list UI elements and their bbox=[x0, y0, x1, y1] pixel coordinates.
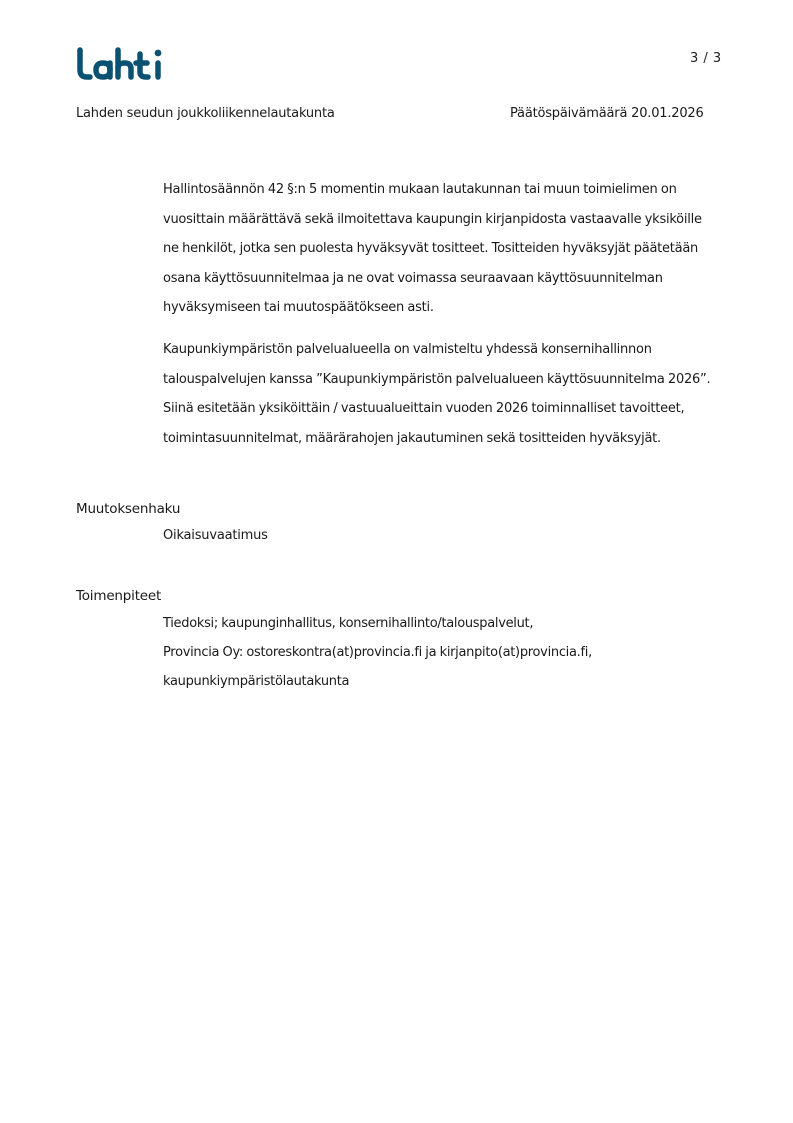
organization-name: Lahden seudun joukkoliikennelautakunta bbox=[76, 106, 335, 121]
body-paragraph: Kaupunkiympäristön palvelualueella on valmisteltu yhdessä konsernihallinnon talouspalvelujen kanssa ”Kaupunkiympäristön palvelualueen käyttösuunnitelma 2026”. Siinä esitetään yksiköittäin / vastuualueittain vuoden 2026 toiminnalliset tavoitteet, toimintasuunnitelmat, määrärahojen jakautuminen sekä tositteiden hyväksyjät. bbox=[163, 342, 711, 446]
appeal-value: Oikaisuvaatimus bbox=[163, 528, 268, 543]
actions-line: Provincia Oy: ostoreskontra(at)provincia.fi ja kirjanpito(at)provincia.fi, bbox=[163, 645, 592, 660]
lahti-logo bbox=[76, 46, 168, 82]
actions-line: kaupunkiympäristölautakunta bbox=[163, 674, 350, 689]
actions-heading: Toimenpiteet bbox=[76, 588, 162, 604]
decision-date: Päätöspäivämäärä 20.01.2026 bbox=[510, 106, 704, 121]
appeal-heading: Muutoksenhaku bbox=[76, 501, 181, 517]
actions-line: Tiedoksi; kaupunginhallitus, konsernihallinto/talouspalvelut, bbox=[163, 616, 534, 631]
body-paragraph: Hallintosäännön 42 §:n 5 momentin mukaan lautakunnan tai muun toimielimen on vuosittain määrättävä sekä ilmoitettava kaupungin kirjanpidosta vastaavalle yksiköille ne henkilöt, jotka sen puolesta hyväksyvät tositteet. Tositteiden hyväksyjät päätetään osana käyttösuunnitelmaa ja ne ovat voimassa seuraavaan käyttösuunnitelman hyväksymiseen tai muutospäätökseen asti. bbox=[163, 182, 702, 315]
actions-list bbox=[163, 609, 592, 696]
page-number: 3 / 3 bbox=[690, 51, 722, 66]
